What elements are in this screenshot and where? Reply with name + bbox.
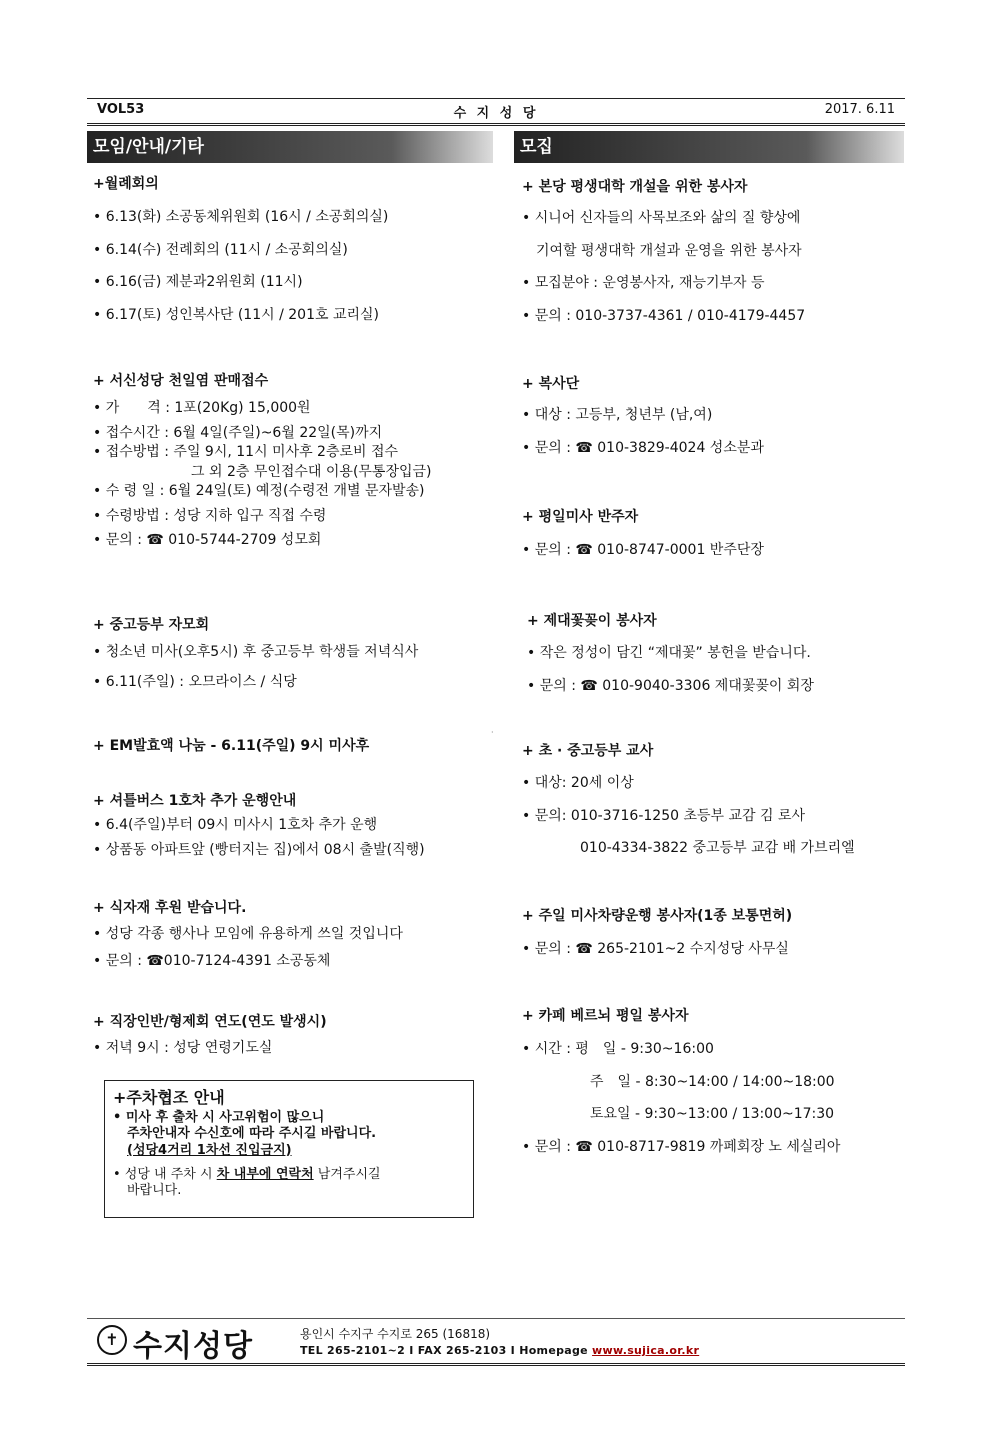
notice-line: • 미사 후 출차 시 사고위험이 많으니 <box>113 1110 325 1125</box>
block-altar-servers <box>522 373 902 457</box>
list-item: • 문의 : ☎ 010-3829-4024 성소분과 <box>522 439 764 456</box>
list-item: • 대상 : 고등부, 청년부 (남,여) <box>522 407 713 423</box>
homepage-link[interactable]: www.sujica.or.kr <box>592 1344 700 1357</box>
notice-warning: (성당4거리 1차선 진입금지) <box>127 1142 292 1158</box>
block-parents-group <box>93 614 493 691</box>
list-item: 010-4334-3822 중고등부 교감 배 가브리엘 <box>580 840 855 856</box>
notice-line: 남겨주시길 <box>313 1166 381 1182</box>
list-item: • 6.13(화) 소공동체위원회 (16시 / 소공회의실) <box>93 209 389 225</box>
notice-line: 주차안내자 수신호에 따라 주시길 바랍니다. <box>127 1126 377 1142</box>
block-title: + 평일미사 반주자 <box>522 509 639 525</box>
right-column <box>514 131 904 163</box>
list-item: • 저녁 9시 : 성당 연령기도실 <box>93 1040 273 1056</box>
parish-name: 수 지 성 당 <box>453 106 539 121</box>
list-item: • 가 격 : 1포(20Kg) 15,000원 <box>93 400 311 416</box>
list-item: 그 외 2층 무인접수대 이용(무통장입금) <box>191 463 432 480</box>
block-lifelong-college <box>522 176 902 325</box>
block-food-donation <box>93 897 493 970</box>
notice-line: • 성당 내 주차 시 <box>113 1166 217 1182</box>
page-footer <box>87 1318 905 1366</box>
block-salt-sale <box>93 370 493 550</box>
list-item: 주 일 - 8:30~14:00 / 14:00~18:00 <box>590 1073 835 1090</box>
list-item: • 문의 : 010-3737-4361 / 010-4179-4457 <box>522 307 806 324</box>
list-item: • 접수방법 : 주일 9시, 11시 미사후 2층로비 접수 <box>93 444 399 460</box>
block-title: + 셔틀버스 1호차 추가 운행안내 <box>93 793 297 809</box>
block-em-sharing <box>93 735 493 755</box>
contact-text: TEL 265-2101~2 I FAX 265-2103 I Homepage <box>300 1344 593 1357</box>
block-title: + 카페 베르뇌 평일 봉사자 <box>522 1008 689 1024</box>
block-title: + 직장인반/형제회 연도(연도 발생시) <box>93 1014 327 1030</box>
list-item: • 시간 : 평 일 - 9:30~16:00 <box>522 1041 714 1057</box>
list-item: • 수 령 일 : 6월 24일(토) 예정(수령전 개별 문자발송) <box>93 483 425 499</box>
church-logo-icon: ✝ <box>97 1325 127 1355</box>
block-title: + 제대꽃꽂이 봉사자 <box>527 613 657 629</box>
list-item: • 문의 : ☎ 265-2101~2 수지성당 사무실 <box>522 941 789 957</box>
page-header <box>87 98 905 126</box>
notice-emphasis: 차 내부에 연락처 <box>216 1166 314 1182</box>
left-column <box>87 131 493 163</box>
volume-label: VOL53 <box>97 102 145 117</box>
list-item: • 모집분야 : 운영봉사자, 재능기부자 등 <box>522 275 765 291</box>
list-item: • 6.16(금) 제분과2위원회 (11시) <box>93 274 303 290</box>
list-item: • 문의 : ☎ 010-5744-2709 성모회 <box>93 532 322 548</box>
list-item: • 청소년 미사(오후5시) 후 중고등부 학생들 저녁식사 <box>93 644 419 660</box>
list-item: • 6.17(토) 성인복사단 (11시 / 201호 교리실) <box>93 306 379 323</box>
block-prayer-group <box>93 1011 493 1058</box>
issue-date: 2017. 6.11 <box>824 102 895 117</box>
list-item: • 문의: 010-3716-1250 초등부 교감 김 로사 <box>522 807 805 824</box>
list-item: • 시니어 신자들의 사목보조와 삶의 질 향상에 <box>522 210 801 226</box>
block-title: + 서신성당 천일염 판매접수 <box>93 373 269 389</box>
list-item: • 성당 각종 행사나 모임에 유용하게 쓰일 것입니다 <box>93 926 403 942</box>
logo-text: 수지성당 <box>133 1329 253 1364</box>
block-title: + EM발효액 나눔 - 6.11(주일) 9시 미사후 <box>93 738 370 754</box>
block-title: + 본당 평생대학 개설을 위한 봉사자 <box>522 179 748 195</box>
block-weekday-organist <box>522 506 902 560</box>
list-item: 기여할 평생대학 개설과 운영을 위한 봉사자 <box>536 242 802 259</box>
list-item: 토요일 - 9:30~13:00 / 13:00~17:30 <box>590 1106 835 1122</box>
list-item: • 대상: 20세 이상 <box>522 775 634 791</box>
address: 용인시 수지구 수지로 265 (16818) <box>300 1327 491 1341</box>
list-item: • 6.14(수) 전례회의 (11시 / 소공회의실) <box>93 241 348 258</box>
block-altar-flowers <box>527 610 902 695</box>
block-title: + 식자재 후원 받습니다. <box>93 900 247 916</box>
list-item: • 6.4(주일)부터 09시 미사시 1호차 추가 운행 <box>93 817 378 833</box>
block-title: + 초 · 중고등부 교사 <box>522 743 654 759</box>
list-item: • 문의 : ☎ 010-8747-0001 반주단장 <box>522 542 764 558</box>
notice-line: 바랍니다. <box>127 1183 182 1198</box>
list-item: • 작은 정성이 담긴 “제대꽃” 봉헌을 받습니다. <box>527 645 811 661</box>
block-title: + 중고등부 자모회 <box>93 617 210 633</box>
list-item: • 수령방법 : 성당 지하 입구 직접 수령 <box>93 507 327 524</box>
block-drivers <box>522 905 902 959</box>
parking-notice <box>104 1080 474 1218</box>
block-monthly-meeting <box>93 173 493 324</box>
notice-title: +주차협조 안내 <box>113 1088 225 1107</box>
block-cafe-volunteers <box>522 1005 902 1156</box>
list-item: • 6.11(주일) : 오므라이스 / 식당 <box>93 673 297 690</box>
section-title-gatherings: 모임/안내/기타 <box>87 131 493 163</box>
list-item: • 상품동 아파트앞 (빵터지는 집)에서 08시 출발(직행) <box>93 841 425 858</box>
section-title-recruitment: 모집 <box>514 131 904 163</box>
stray-mark: · <box>491 728 494 737</box>
contact-line <box>300 1344 699 1357</box>
block-title: + 복사단 <box>522 376 580 392</box>
list-item: • 접수시간 : 6월 4일(주일)~6월 22일(목)까지 <box>93 424 383 441</box>
list-item: • 문의 : ☎ 010-9040-3306 제대꽃꽂이 회장 <box>527 677 814 694</box>
block-title: + 주일 미사차량운행 봉사자(1종 보통면허) <box>522 908 793 924</box>
list-item: • 문의 : ☎010-7124-4391 소공동체 <box>93 952 331 969</box>
block-title: +월례회의 <box>93 176 159 192</box>
list-item: • 문의 : ☎ 010-8717-9819 까페회장 노 세실리아 <box>522 1138 841 1155</box>
block-shuttle-bus <box>93 790 493 859</box>
block-sunday-school-teachers <box>522 740 902 858</box>
